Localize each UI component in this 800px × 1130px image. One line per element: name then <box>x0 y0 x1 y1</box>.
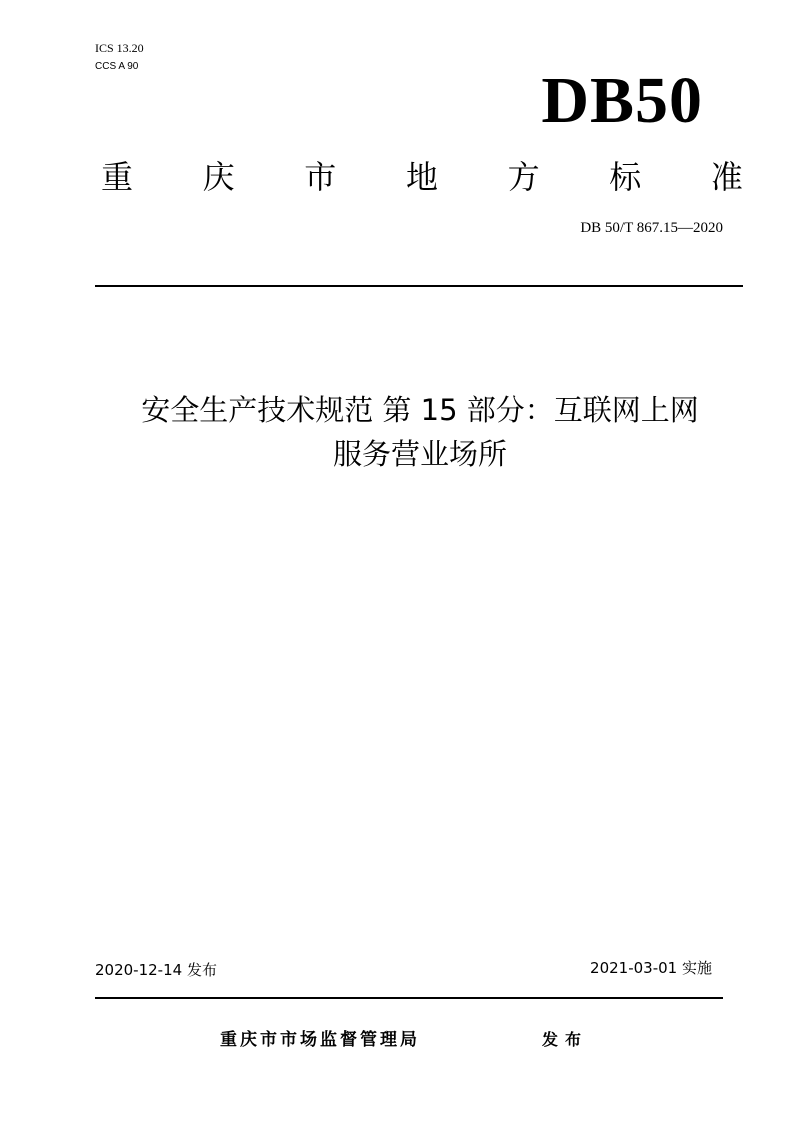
standard-type-char: 地 <box>405 158 438 196</box>
issuing-action: 发布 <box>542 1030 589 1049</box>
ics-code: ICS 13.20 <box>95 41 144 55</box>
standard-type-heading <box>97 155 747 199</box>
standard-number: DB 50/T 867.15—2020 <box>580 220 723 236</box>
document-title-line-2: 服务营业场所 <box>332 437 507 471</box>
footer-divider <box>95 997 723 999</box>
effective-date: 2021-03-01 实施 <box>590 959 712 977</box>
standard-type-char: 庆 <box>202 158 235 196</box>
issuing-authority: 重庆市市场监督管理局 <box>220 1030 420 1050</box>
standard-type-char: 市 <box>304 158 337 196</box>
header-divider <box>95 285 743 287</box>
ccs-code: CCS A 90 <box>95 61 139 72</box>
standard-type-char: 标 <box>609 158 642 196</box>
standard-type-char: 重 <box>100 158 133 196</box>
standard-type-char: 方 <box>507 158 540 196</box>
document-title-line-1: 安全生产技术规范 第 15 部分：互联网上网 <box>141 393 699 427</box>
standard-type-char: 准 <box>710 158 743 196</box>
db-standard-logo: DB50 <box>541 64 703 137</box>
issue-date: 2020-12-14 发布 <box>95 961 217 979</box>
document-title <box>70 388 770 476</box>
